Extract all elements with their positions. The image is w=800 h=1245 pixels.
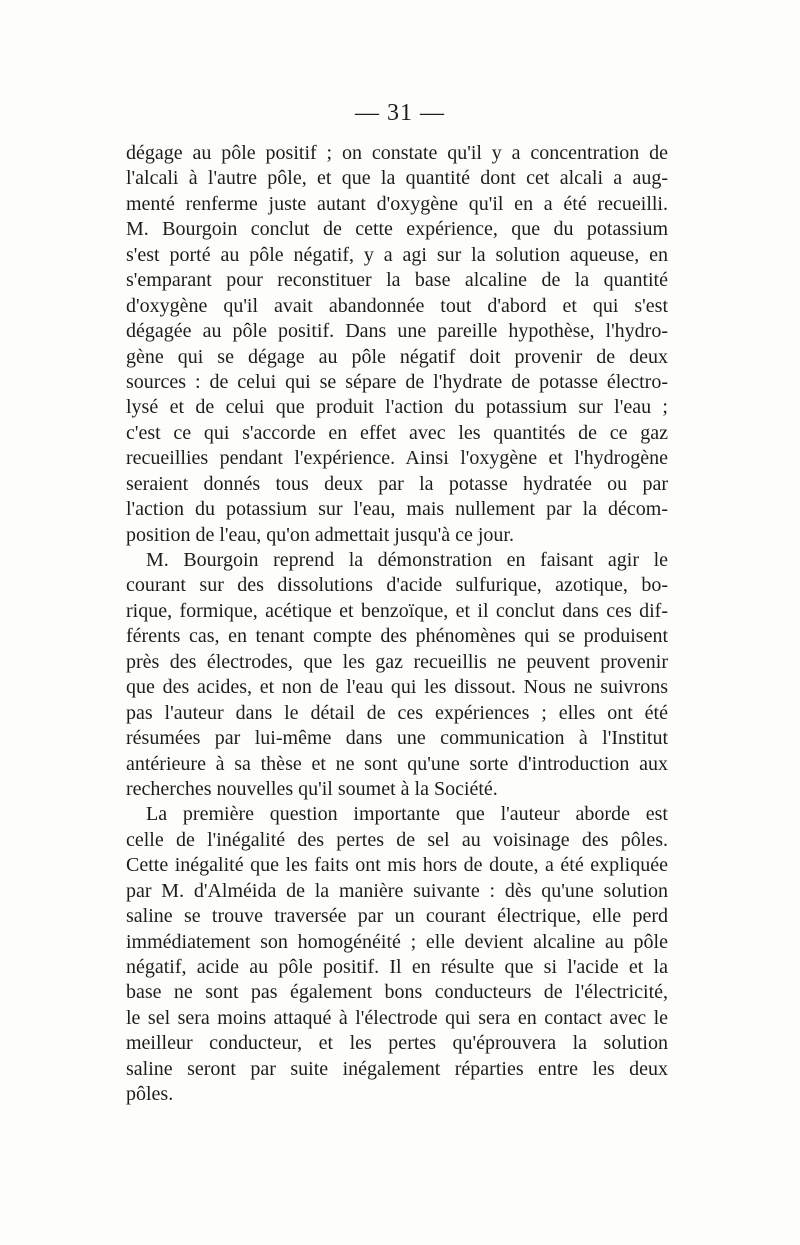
text-line: position de l'eau, qu'on admettait jusqu'à ce jour. — [126, 523, 514, 546]
text-line: antérieure à sa thèse et ne sont qu'une sorte d'introduction aux — [126, 752, 668, 775]
text-line: recueillies pendant l'expérience. Ainsi l'oxygène et l'hydrogène — [126, 447, 668, 470]
text-line: meilleur conducteur, et les pertes qu'éprouvera la solution — [126, 1032, 668, 1055]
text-line: saline se trouve traversée par un courant électrique, elle perd — [126, 905, 668, 928]
text-line: immédiatement son homogénéité ; elle devient alcaline au pôle — [126, 930, 668, 953]
text-line: seraient donnés tous deux par la potasse hydratée ou par — [126, 472, 668, 495]
text-line: que des acides, et non de l'eau qui les dissout. Nous ne suivrons — [126, 676, 668, 699]
text-line: s'est porté au pôle négatif, y a agi sur la solution aqueuse, en — [126, 243, 668, 266]
text-line: menté renferme juste autant d'oxygène qu'il en a été recueilli. — [126, 192, 668, 215]
text-line: La première question importante que l'auteur aborde est — [146, 803, 668, 826]
text-line: courant sur des dissolutions d'acide sulfurique, azotique, bo- — [126, 574, 668, 597]
text-line: pas l'auteur dans le détail de ces expériences ; elles ont été — [126, 701, 668, 724]
text-line: par M. d'Alméida de la manière suivante : dès qu'une solution — [126, 879, 668, 902]
text-line: l'alcali à l'autre pôle, et que la quantité dont cet alcali a aug- — [126, 167, 668, 190]
page-number: — 31 — — [355, 100, 445, 126]
paragraph — [126, 548, 668, 802]
text-line: rique, formique, acétique et benzoïque, et il conclut dans ces dif- — [126, 599, 668, 622]
text-line: près des électrodes, que les gaz recueillis ne peuvent provenir — [126, 650, 668, 673]
text-line: pôles. — [126, 1083, 174, 1106]
text-line: sources : de celui qui se sépare de l'hydrate de potasse électro- — [126, 370, 668, 393]
paragraph — [126, 802, 668, 1107]
text-line: d'oxygène qu'il avait abandonnée tout d'abord et qui s'est — [126, 294, 668, 317]
text-line: résumées par lui-même dans une communication à l'Institut — [126, 727, 668, 750]
text-line: base ne sont pas également bons conducteurs de l'électricité, — [126, 981, 668, 1004]
text-line: Cette inégalité que les faits ont mis hors de doute, a été expliquée — [126, 854, 668, 877]
text-line: le sel sera moins attaqué à l'électrode qui sera en contact avec le — [126, 1006, 668, 1029]
text-line: dégage au pôle positif ; on constate qu'il y a concentration de — [126, 142, 668, 164]
paragraph — [126, 141, 668, 548]
text-line: saline seront par suite inégalement réparties entre les deux — [126, 1057, 668, 1080]
text-line: M. Bourgoin conclut de cette expérience, que du potassium — [126, 218, 668, 241]
text-line: s'emparant pour reconstituer la base alcaline de la quantité — [126, 269, 668, 292]
text-line: négatif, acide au pôle positif. Il en résulte que si l'acide et la — [126, 956, 668, 978]
text-line: celle de l'inégalité des pertes de sel au voisinage des pôles. — [126, 828, 668, 851]
text-line: M. Bourgoin reprend la démonstration en faisant agir le — [146, 549, 668, 571]
text-line: c'est ce qui s'accorde en effet avec les quantités de ce gaz — [126, 421, 668, 444]
text-line: recherches nouvelles qu'il soumet à la Société. — [126, 777, 498, 800]
text-line: dégagée au pôle positif. Dans une pareille hypothèse, l'hydro- — [126, 320, 668, 343]
text-line: férents cas, en tenant compte des phénomènes qui se produisent — [126, 625, 668, 648]
text-line: lysé et de celui que produit l'action du potassium sur l'eau ; — [126, 396, 668, 419]
body-text — [126, 141, 668, 1108]
text-line: l'action du potassium sur l'eau, mais nullement par la décom- — [126, 498, 668, 521]
text-line: gène qui se dégage au pôle négatif doit provenir de deux — [126, 345, 668, 368]
